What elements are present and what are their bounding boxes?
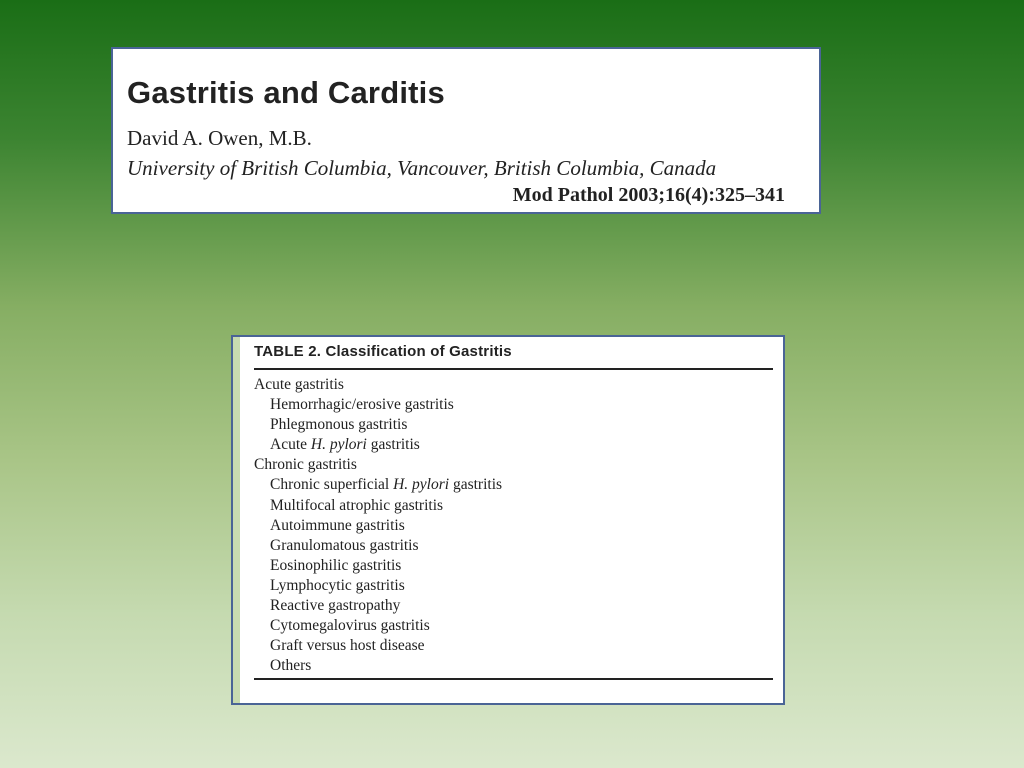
table-subitem	[254, 435, 502, 455]
citation-box	[111, 47, 821, 214]
table-subitem	[254, 536, 502, 556]
journal-citation: Mod Pathol 2003;16(4):325–341	[512, 184, 785, 206]
row-text: Autoimmune gastritis	[270, 516, 405, 534]
table-subitem	[254, 636, 502, 656]
row-text: Granulomatous gastritis	[270, 536, 419, 554]
table-subitem	[254, 656, 502, 676]
row-text: Eosinophilic gastritis	[270, 556, 402, 574]
row-text: Hemorrhagic/erosive gastritis	[270, 396, 454, 414]
table-top-rule	[254, 368, 773, 370]
table-left-stripe	[233, 337, 240, 703]
row-text: Multifocal atrophic gastritis	[270, 496, 444, 514]
table-subitem	[254, 395, 502, 415]
article-title: Gastritis and Carditis	[127, 75, 445, 110]
table-subitem	[254, 616, 502, 636]
row-text: Chronic superficial	[270, 476, 394, 494]
classification-table	[231, 335, 785, 705]
row-text: Others	[270, 657, 312, 675]
table-subitem	[254, 496, 502, 516]
row-text-suffix: gastritis	[366, 436, 420, 454]
table-caption: TABLE 2. Classification of Gastritis	[254, 343, 512, 360]
table-subitem	[254, 516, 502, 536]
table-row-list	[254, 375, 502, 676]
table-subitem	[254, 576, 502, 596]
article-author: David A. Owen, M.B.	[127, 126, 312, 150]
row-text: Phlegmonous gastritis	[270, 416, 408, 434]
table-subitem	[254, 596, 502, 616]
table-category	[254, 455, 502, 475]
row-text: Chronic gastritis	[254, 456, 357, 474]
row-text: Acute gastritis	[254, 376, 344, 393]
row-text: Cytomegalovirus gastritis	[270, 617, 430, 635]
table-subitem	[254, 475, 502, 495]
row-text-suffix: gastritis	[449, 476, 503, 494]
article-affiliation: University of British Columbia, Vancouver, British Columbia, Canada	[127, 156, 717, 180]
row-text: Graft versus host disease	[270, 637, 425, 655]
table-subitem	[254, 415, 502, 435]
table-bottom-rule	[254, 678, 773, 680]
row-text: Acute	[270, 436, 311, 454]
table-category	[254, 375, 502, 395]
table-subitem	[254, 556, 502, 576]
row-text: Lymphocytic gastritis	[270, 576, 405, 594]
row-organism-name: H. pylori	[310, 436, 367, 454]
row-organism-name: H. pylori	[393, 476, 450, 494]
row-text: Reactive gastropathy	[270, 597, 401, 615]
